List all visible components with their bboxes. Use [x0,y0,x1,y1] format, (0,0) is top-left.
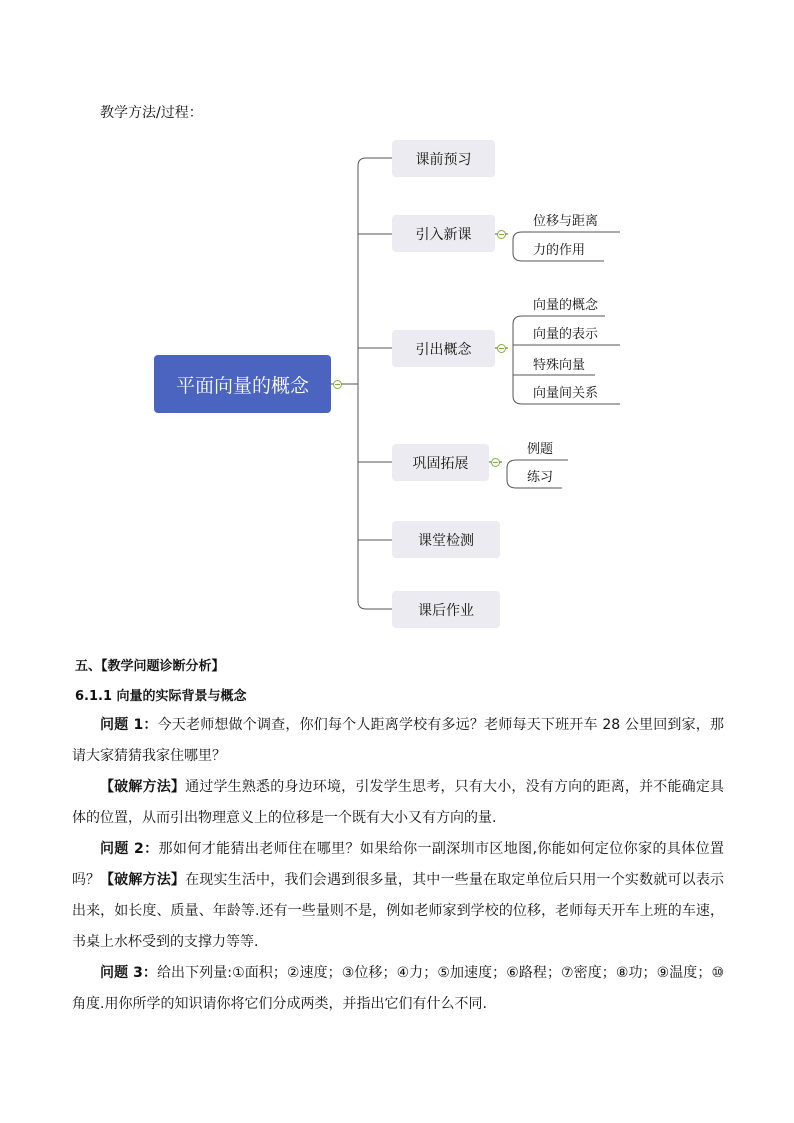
paragraph-label: 问题 3： [100,965,157,981]
mindmap-node-concept: 引出概念 [392,330,495,367]
mindmap-leaf: 力的作用 [533,243,586,258]
paragraph [72,772,724,834]
mindmap-node-preview: 课前预习 [392,140,495,177]
collapse-icon[interactable] [497,344,506,353]
paragraph-text: 那如何才能猜出老师住在哪里？如果给你一副深圳市区地图,你能如何定位你家的具体位置吗？ [72,841,724,888]
mindmap-leaf: 向量的概念 [533,298,599,313]
paragraph-text: 给出下列量:①面积；②速度；③位移；④力；⑤加速度；⑥路程；⑦密度；⑧功；⑨温度；⑩角度.用你所学的知识请你将它们分成两类，并指出它们有什么不同. [72,965,724,1012]
paragraph-text: 通过学生熟悉的身边环境，引发学生思考，只有大小，没有方向的距离，并不能确定具体的位置，从而引出物理意义上的位移是一个既有大小又有方向的量. [72,779,725,826]
paragraph [72,958,724,1020]
mindmap-node-consolidate: 巩固拓展 [392,444,489,481]
mindmap-leaf: 向量间关系 [533,386,599,401]
collapse-icon[interactable] [497,230,506,239]
mindmap-leaf: 位移与距离 [533,214,599,229]
mindmap-leaf: 练习 [527,470,554,485]
subsection-title: 6.1.1 向量的实际背景与概念 [75,689,247,704]
mindmap-leaf: 例题 [527,442,554,457]
paragraph-label: 【破解方法】 [100,872,186,888]
paragraph-label: 问题 1： [100,717,158,733]
paragraph [72,710,724,772]
mindmap-node-homework: 课后作业 [392,591,500,628]
paragraph-text: 今天老师想做个调查，你们每个人距离学校有多远？老师每天下班开车 28 公里回到家，那请大家猜猜我家住哪里？ [72,717,724,764]
paragraph-label: 【破解方法】 [100,779,186,795]
collapse-icon[interactable] [333,380,342,389]
mindmap-leaf: 向量的表示 [533,327,599,342]
teaching-method-label: 教学方法/过程： [100,105,203,121]
paragraph-text: 在现实生活中，我们会遇到很多量，其中一些量在取定单位后只用一个实数就可以表示出来，如长度、质量、年龄等.还有一些量则不是，例如老师家到学校的位移，老师每天开车上班的车速，书桌上水杯受到的支撑力等等. [72,872,725,950]
section-title: 五、【教学问题诊断分析】 [75,659,225,674]
mindmap-node-intro: 引入新课 [392,215,495,252]
paragraph [72,865,724,958]
collapse-icon[interactable] [491,458,500,467]
paragraph-label: 问题 2： [100,841,159,857]
mindmap-node-class-test: 课堂检测 [392,521,500,558]
mindmap-root-node: 平面向量的概念 [154,355,331,413]
mindmap-leaf: 特殊向量 [533,358,586,373]
